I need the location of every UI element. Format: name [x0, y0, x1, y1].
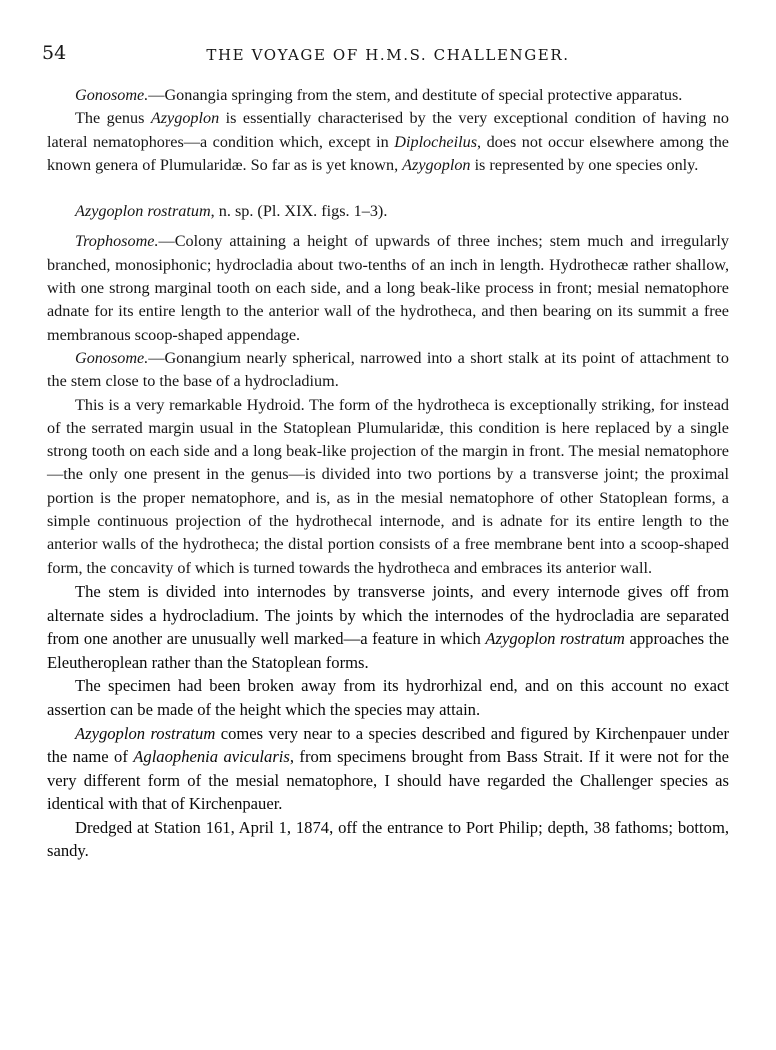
paragraph-trophosome: Trophosome.—Colony attaining a height of upwards of three inches; stem much and irregularly branched, monosiphonic; hydrocladia about two-tenths of an inch in length. Hydrothecæ rather shallow, with one strong marginal tooth on each side, and a long beak-like process in front; mesial nematophore adnate for its entire length to the anterior wall of the hydrotheca, and then bearing on its summit a free membranous scoop-shaped appendage.: [47, 232, 729, 344]
section-label: Gonosome.: [75, 348, 149, 367]
paragraph-locality: Dredged at Station 161, April 1, 1874, off the entrance to Port Philip; depth, 38 fathoms; bottom, sandy.: [47, 817, 729, 861]
paragraph-comparison: Azygoplon rostratum comes very near to a species described and figured by Kirchenpauer under the name of Aglaophenia avicularis, from specimens brought from Bass Strait. If it were not for the very different form of the mesial nematophore, I should have regarded the Challenger species as identical with that of Kirchenpauer.: [47, 723, 729, 814]
main-text: [47, 84, 729, 863]
later-text-block: [47, 580, 729, 863]
page-header: [42, 42, 734, 66]
paragraph-gonosome-genus: Gonosome.—Gonangia springing from the stem, and destitute of special protective apparatus.: [75, 86, 683, 104]
section-label: Gonosome.: [75, 86, 149, 104]
section-label: Trophosome.: [75, 232, 159, 251]
paragraph-specimen: The specimen had been broken away from its hydrorhizal end, and on this account no exact assertion can be made of the height which the species may attain.: [47, 676, 729, 719]
paragraph-gonosome-species: Gonosome.—Gonangium nearly spherical, narrowed into a short stalk at its point of attachment to the stem close to the base of a hydrocladium.: [47, 348, 729, 391]
paragraph-genus-characters: The genus Azygoplon is essentially characterised by the very exceptional condition of having no lateral nematophores—a condition which, except in Diplocheilus, does not occur elsewhere among the known genera of Plumularidæ. So far as is yet known, Azygoplon is represented by one species only.: [47, 109, 729, 174]
species-heading: Azygoplon rostratum, n. sp. (Pl. XIX. figs. 1–3).: [75, 202, 388, 221]
paragraph-remarks: This is a very remarkable Hydroid. The form of the hydrotheca is exceptionally striking, for instead of the serrated margin usual in the Statoplean Plumularidæ, this condition is here replaced by a single strong tooth on each side and a long beak-like projection of the margin in front. The mesial nematophore—the only one present in the genus—is divided into two portions by a transverse joint; the proximal portion is the proper nematophore, and is, as in the mesial nematophore of other Statoplean forms, a simple continuous projection of the hydrothecal internode, and is adnate for its entire length to the anterior walls of the hydrotheca; the distal portion consists of a free membrane bent into a scoop-shaped form, the concavity of which is turned towards the hydrotheca and embraces its anterior wall.: [47, 395, 729, 577]
species-name: Azygoplon rostratum: [75, 202, 211, 221]
paragraph-stem: The stem is divided into internodes by transverse joints, and every internode gives off from alternate sides a hydrocladium. The joints by which the internodes of the hydrocladia are separated from one another are unusually well marked—a feature in which Azygoplon rostratum approaches the Eleutheroplean rather than the Statoplean forms.: [47, 581, 729, 672]
page-number: 54: [42, 42, 67, 64]
running-title: THE VOYAGE OF H.M.S. CHALLENGER.: [206, 46, 570, 64]
